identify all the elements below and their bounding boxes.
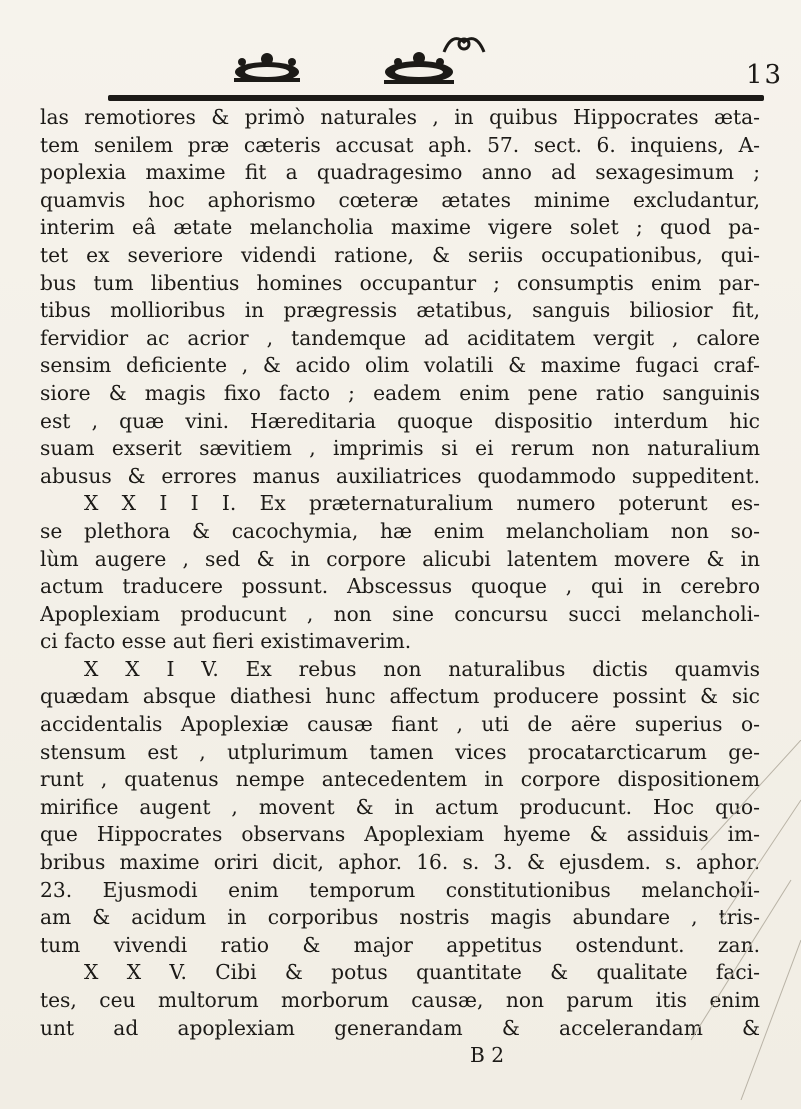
text-line: suam exserit sævitiem , imprimis si ei rerum non naturalium (40, 436, 760, 461)
signature-mark: B 2 (470, 1043, 505, 1068)
ornament-small-icon (440, 28, 488, 58)
text-line: las remotiores & primò naturales , in quibus Hippocrates æta- (40, 105, 760, 129)
text-line: interim eâ ætate melancholia maxime vigere solet ; quod pa- (40, 215, 760, 240)
text-line: tum vivendi ratio & major appetitus ostendunt. zan. (40, 932, 760, 957)
margin-strokes (681, 740, 801, 1100)
text-line: quædam absque diathesi hunc affectum producere possint & sic (40, 684, 760, 709)
text-line: actum traducere possunt. Abscessus quoque , qui in cerebro (40, 574, 760, 599)
text-line: abusus & errores manus auxiliatrices quodammodo suppeditent. (40, 463, 760, 488)
text-line: 23. Ejusmodi enim temporum constitutionibus melancholi- (40, 877, 760, 902)
text-line: runt , quatenus nempe antecedentem in corpore dispositionem (40, 767, 760, 792)
section-heading-line: X X I I I. Ex præternaturalium numero poterunt es- (84, 491, 760, 516)
text-line: bribus maxime oriri dicit, aphor. 16. s. 3. & ejusdem. s. aphor. (40, 850, 760, 875)
text-line: tibus mollioribus in prægressis ætatibus, sanguis biliosior fit, (40, 298, 760, 323)
section-heading-line: X X V. Cibi & potus quantitate & qualitate faci- (84, 960, 760, 985)
text-line: stensum est , utplurimum tamen vices procatarcticarum ge- (40, 739, 760, 764)
text-line: bus tum libentius homines occupantur ; consumptis enim par- (40, 270, 760, 295)
text-line: mirifice augent , movent & in actum producunt. Hoc quo- (40, 794, 760, 819)
header-rule (108, 95, 764, 101)
text-line: ci facto esse aut fieri existimaverim. (40, 629, 412, 654)
text-line: que Hippocrates observans Apoplexiam hyeme & assiduis im- (40, 822, 760, 847)
body-text (40, 104, 760, 1070)
section-heading-line: X X I V. Ex rebus non naturalibus dictis quamvis (84, 656, 760, 681)
text-line: se plethora & cacochymia, hæ enim melancholiam non so- (40, 518, 760, 543)
text-line: am & acidum in corporibus nostris magis abundare , tris- (40, 905, 760, 930)
text-line: accidentalis Apoplexiæ causæ fiant , uti de aëre superius o- (40, 712, 760, 737)
page-number: 13 (746, 60, 784, 90)
text-line: Apoplexiam producunt , non sine concursu succi melancholi- (40, 601, 760, 626)
text-line: tes, ceu multorum morborum causæ, non parum itis enim (40, 988, 760, 1012)
text-line: tet ex severiore videndi ratione, & seriis occupationibus, qui- (40, 242, 760, 267)
text-line: poplexia maxime fit a quadragesimo anno ad sexagesimum ; (40, 160, 760, 185)
text-line: fervidior ac acrior , tandemque ad aciditatem vergit , calore (40, 325, 760, 350)
text-line: sensim deficiente , & acido olim volatili & maxime fugaci craf- (40, 353, 760, 378)
text-line: quamvis hoc aphorismo cœteræ ætates minime excludantur, (40, 187, 760, 212)
ornament-left-icon (228, 50, 306, 88)
text-line: est , quæ vini. Hæreditaria quoque dispositio interdum hic (40, 408, 760, 433)
text-line: lùm augere , sed & in corpore alicubi latentem movere & in (40, 546, 760, 571)
text-line: tem senilem præ cæteris accusat aph. 57. sect. 6. inquiens, A- (40, 132, 760, 157)
text-line: unt ad apoplexiam generandam & accelerandam & (40, 1015, 760, 1040)
text-line: siore & magis fixo facto ; eadem enim pene ratio sanguinis (40, 380, 760, 405)
